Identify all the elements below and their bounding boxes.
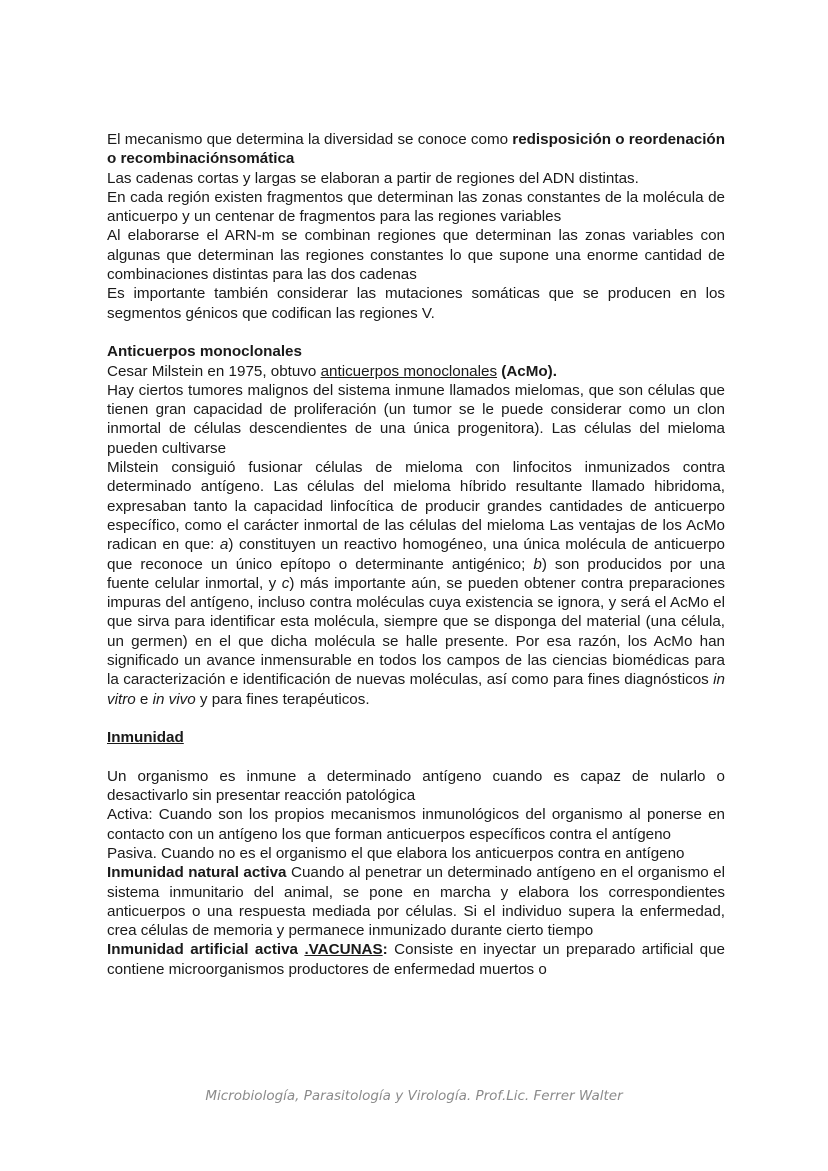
text-segment: Milstein consiguió fusionar células de mieloma con linfocitos inmunizados contra determinado antígeno. Las células del mieloma híbrido resultante llamado hibridoma, expresaban tanto la capacidad linfocítica de producir grandes cantidades de anticuerpo específico, como el carácter inmortal de las células del mieloma Las ventajas de los AcMo radican en que: — [107, 459, 725, 554]
text-segment: Cesar Milstein en 1975, obtuvo — [107, 362, 321, 380]
paragraph-hybridoma — [107, 458, 725, 709]
text-segment: ) constituyen un reactivo homogéneo, una única molécula de anticuerpo que reconoce un único epítopo o determinante antigénico; — [107, 536, 725, 573]
paragraph-fragments: En cada región existen fragmentos que determinan las zonas constantes de la molécula de anticuerpo y un centenar de fragmentos para las regiones variables — [107, 188, 725, 226]
page-content — [107, 130, 725, 979]
text-segment: y para fines terapéuticos. — [195, 690, 370, 708]
list-marker: b — [533, 555, 542, 573]
paragraph-somatic-mutations: Es importante también considerar las mutaciones somáticas que se producen en los segmentos génicos que codifican las regiones V. — [107, 285, 725, 322]
paragraph-immune-definition: Un organismo es inmune a determinado antígeno cuando es capaz de nularlo o desactivarlo sin presentar reacción patológica — [107, 767, 725, 805]
spacer — [107, 748, 725, 767]
heading-monoclonal-antibodies: Anticuerpos monoclonales — [107, 343, 302, 361]
bold-term: Inmunidad artificial activa — [107, 941, 305, 959]
bold-term: Inmunidad natural activa — [107, 864, 287, 882]
paragraph-artificial-active — [107, 940, 725, 979]
text-segment: ) más importante aún, se pueden obtener contra preparaciones impuras del antígeno, incluso contra moléculas cuya existencia se ignora, y será el AcMo el que sirva para identificar esta molécula, siempre que se disponga del material (una célula, un germen) en el que dicha molécula se halle presente. Por esa razón, los AcMo han significado un avance inmensurable en todos los campos de las ciencias biomédicas para la caracterización e identificación de nuevas moléculas, así como para fines diagnósticos — [107, 574, 725, 689]
underlined-term: anticuerpos monoclonales — [320, 362, 498, 380]
spacer — [107, 323, 725, 342]
text-segment: e — [135, 690, 153, 708]
list-marker: c — [281, 574, 290, 592]
paragraph-passive: Pasiva. Cuando no es el organismo el que elabora los anticuerpos contra en antígeno — [107, 844, 685, 862]
paragraph-diversity-mechanism — [107, 130, 725, 169]
paragraph-chains: Las cadenas cortas y largas se elaboran a partir de regiones del ADN distintas. — [107, 169, 639, 187]
page-footer: Microbiología, Parasitología y Virología. Prof.Lic. Ferrer Walter — [205, 1088, 623, 1104]
bold-colon: : — [382, 941, 388, 959]
italic-term: in vivo — [152, 690, 196, 708]
text-segment: Cuando al penetrar un determinado antígeno en el organismo el sistema inmunitario del animal, se pone en marcha y elabora los correspondientes anticuerpos o una respuesta mediada por células. Si el individuo supera la enfermedad, crea células de memoria y permanece inmunizado durante cierto tiempo — [107, 864, 725, 940]
bold-underlined-term: .VACUNAS — [304, 941, 383, 959]
paragraph-myelomas: Hay ciertos tumores malignos del sistema inmune llamados mielomas, que son células que tienen gran capacidad de proliferación (un tumor se le puede considerar como un clon inmortal de células descendientes de una única progenitora). Las células del mieloma pueden cultivarse — [107, 381, 725, 457]
text-segment: Consiste en inyectar un preparado artificial que contiene microorganismos productores de enfermedad muertos o — [107, 941, 726, 978]
paragraph-active: Activa: Cuando son los propios mecanismos inmunológicos del organismo al ponerse en contacto con un antígeno los que forman anticuerpos específicos contra el antígeno — [107, 806, 725, 843]
bold-term: redisposición o reordenación o recombinaciónsomática — [107, 131, 725, 168]
heading-immunity: Inmunidad — [107, 729, 184, 747]
text-segment: ) son producidos por una fuente celular inmortal, y — [107, 555, 725, 592]
bold-abbreviation: (AcMo). — [501, 362, 557, 380]
paragraph-arnm: Al elaborarse el ARN-m se combinan regiones que determinan las zonas variables con algunas que determinan las regiones constantes lo que supone una enorme cantidad de combinaciones distintas para las dos cadenas — [107, 227, 725, 284]
list-marker: a — [219, 536, 229, 554]
spacer — [107, 709, 725, 728]
paragraph-milstein — [107, 362, 725, 381]
text-segment: El mecanismo que determina la diversidad se conoce como — [107, 131, 513, 148]
italic-term: in vitro — [107, 671, 725, 708]
paragraph-natural-active — [107, 863, 725, 940]
